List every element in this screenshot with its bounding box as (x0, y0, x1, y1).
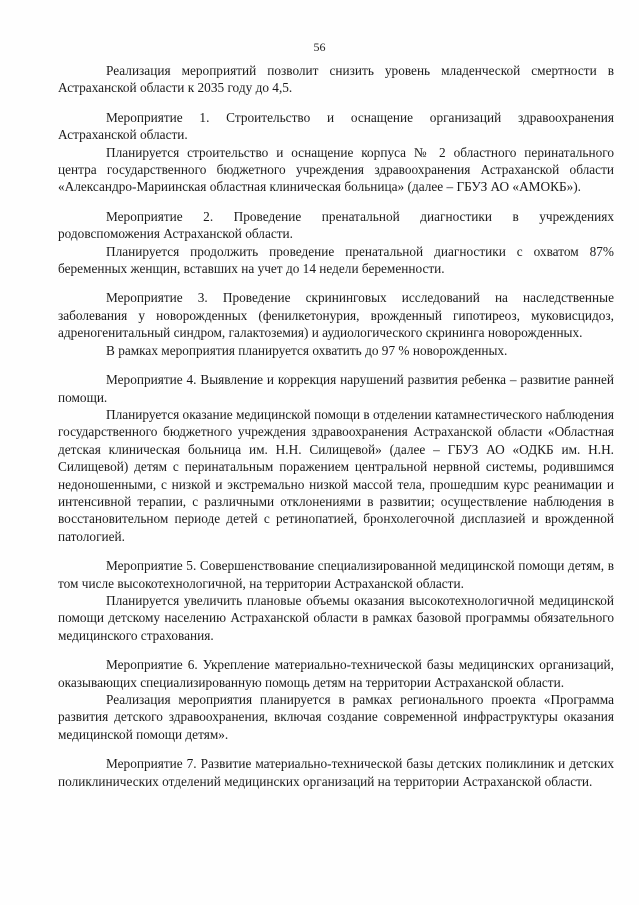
measure-4-heading: Мероприятие 4. Выявление и коррекция нарушений развития ребенка – развитие ранней помощи. (58, 372, 614, 405)
measure-1-text: Планируется строительство и оснащение корпуса № 2 областного перинатального центра государственного бюджетного учреждения здравоохранения Астраханской области «Александро-Мариинская областная клиническая больница» (далее – ГБУЗ АО «АМОКБ»). (58, 144, 614, 195)
measure-1-heading: Мероприятие 1. Строительство и оснащение организаций здравоохранения Астраханской области. (58, 109, 614, 143)
measure-4-text: Планируется оказание медицинской помощи в отделении катамнестического наблюдения государственного бюджетного учреждения здравоохранения Астраханской области «Областная детская клиническая больница им. Н.Н. Силищевой» (далее – ГБУЗ АО «ОДКБ им. Н.Н. Силищевой) детям с перинатальным поражением центральной нервной системы, родившимся недоношенными, с низкой и экстремально низкой массой тела, прошедшим курс реанимации и интенсивной терапии, с различными отклонениями в развитии; осуществление наблюдения в восстановительном периоде детей с ретинопатией, бронхолегочной дисплазией и врожденной патологией. (58, 406, 614, 544)
measure-5-heading: Мероприятие 5. Совершенствование специализированной медицинской помощи детям, в том числе высокотехнологичной, на территории Астраханской области. (58, 558, 614, 591)
document-body (58, 62, 614, 790)
measure-6-heading: Мероприятие 6. Укрепление материально-технической базы медицинских организаций, оказывающих специализированную помощь детям на территории Астраханской области. (58, 657, 614, 690)
measure-2-heading: Мероприятие 2. Проведение пренатальной диагностики в учреждениях родовспоможения Астраханской области. (58, 208, 614, 242)
paragraph-infant-mortality: Реализация мероприятий позволит снизить уровень младенческой смертности в Астраханской области к 2035 году до 4,5. (58, 63, 614, 96)
measure-6-text: Реализация мероприятия планируется в рамках регионального проекта «Программа развития детского здравоохранения, включая создание современной инфраструктуры оказания медицинской помощи детям». (58, 692, 614, 742)
measure-3-heading: Мероприятие 3. Проведение скрининговых исследований на наследственные заболевания у новорожденных (фенилкетонурия, врожденный гипотиреоз, муковисцидоз, адреногенитальный синдром, галактоземия) и аудиологического скрининга новорожденных. (58, 290, 614, 341)
measure-7-heading: Мероприятие 7. Развитие материально-технической базы детских поликлиник и детских поликлинических отделений медицинских организаций на территории Астраханской области. (58, 756, 614, 789)
measure-3-text: В рамках мероприятия планируется охватить до 97 % новорожденных. (106, 342, 508, 358)
measure-5-text: Планируется увеличить плановые объемы оказания высокотехнологичной медицинской помощи детскому населению Астраханской области в рамках базовой программы обязательного медицинского страхования. (58, 592, 614, 643)
page-number: 56 (313, 40, 326, 54)
measure-2-text: Планируется продолжить проведение пренатальной диагностики с охватом 87% беременных женщин, вставших на учет до 14 недели беременности. (58, 243, 614, 277)
